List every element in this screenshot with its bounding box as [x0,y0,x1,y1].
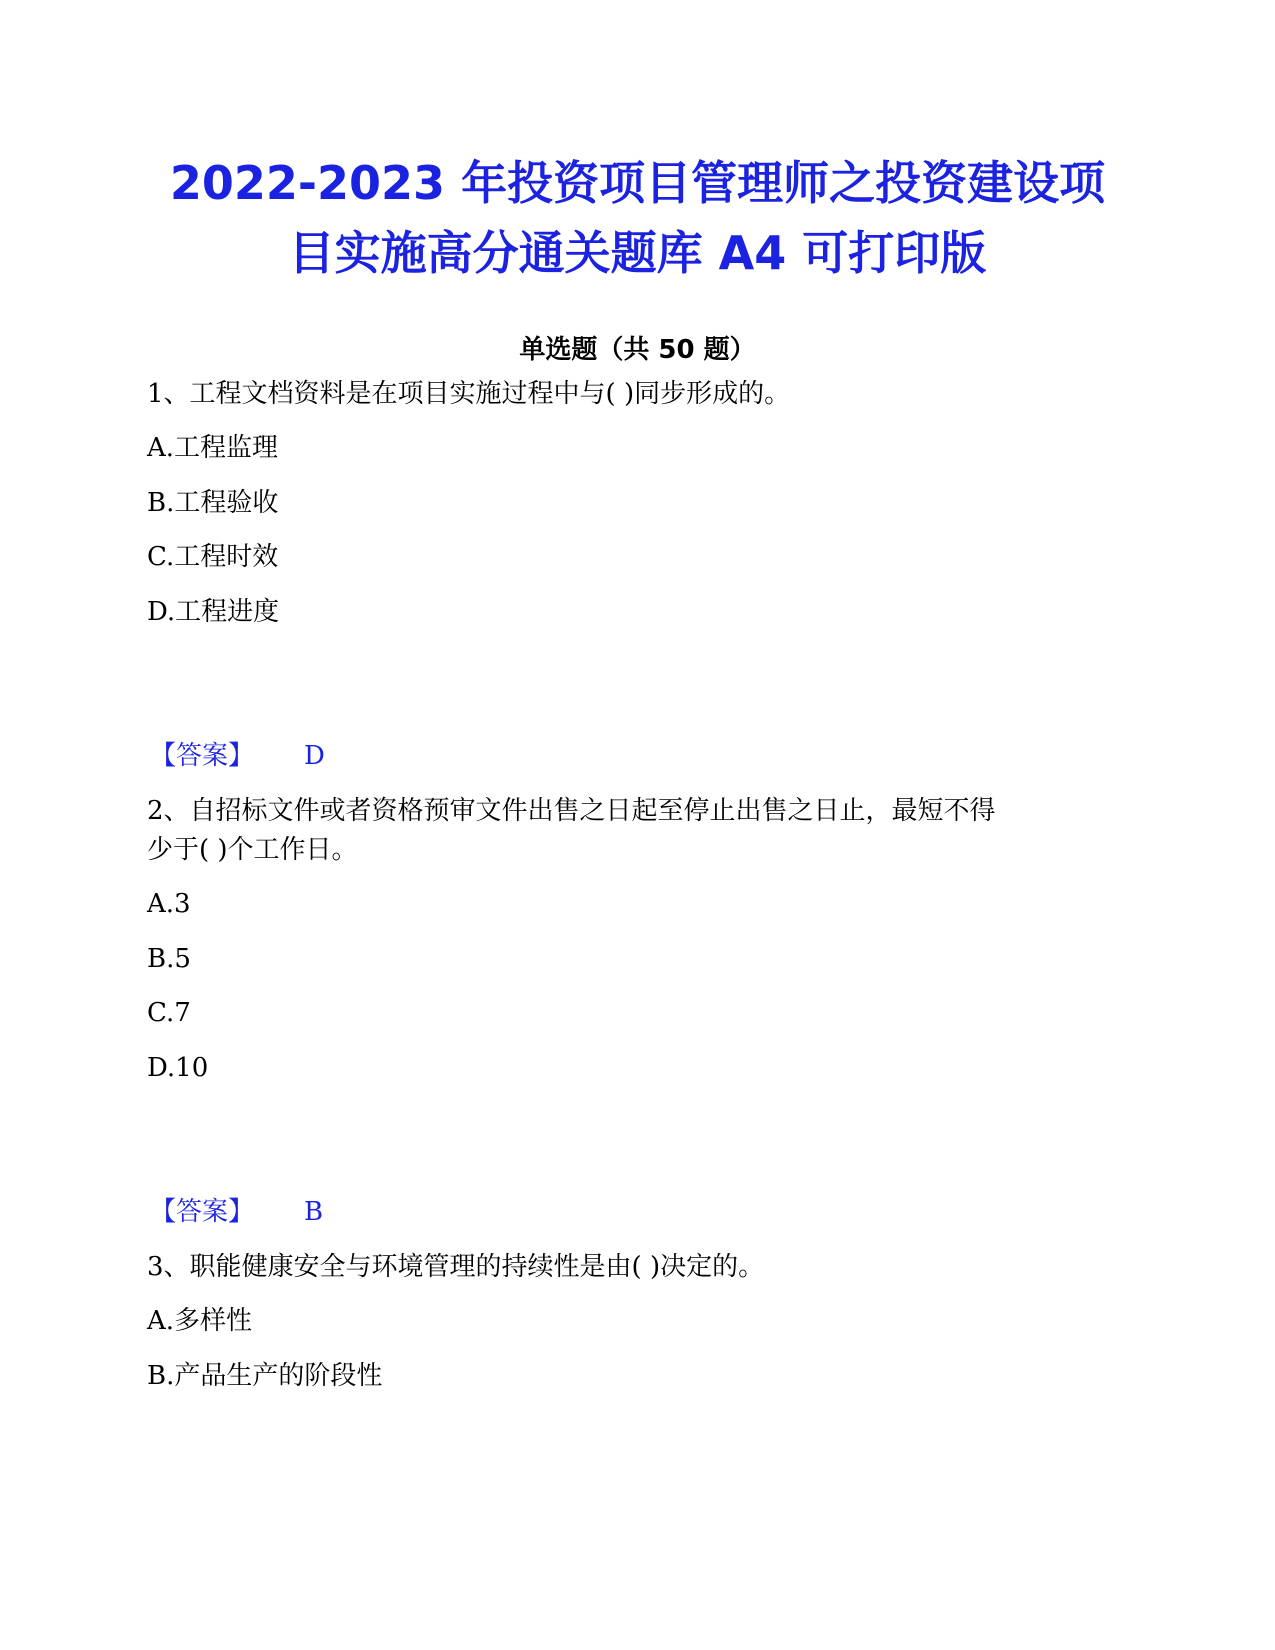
answer-label: 答案 [176,741,229,771]
question-1-stem: 1、工程文档资料是在项目实施过程中与( )同步形成的。 [147,379,791,409]
question-3-option-b: B.产品生产的阶段性 [147,1361,383,1391]
document-title [100,148,1175,288]
question-2-option-d: D.10 [147,1053,209,1083]
question-3-stem: 3、职能健康安全与环境管理的持续性是由( )决定的。 [147,1252,765,1282]
question-1-option-a: A.工程监理 [147,433,279,463]
question-1-option-d: D.工程进度 [147,597,280,627]
question-1-option-c: C.工程时效 [147,542,279,572]
answer-bracket-open: 【 [150,1197,177,1227]
answer-bracket-close: 】 [228,741,255,771]
section-header: 单选题（共 50 题） [519,335,756,365]
answer-value: B [304,1197,324,1227]
question-2-stem-line-2: 少于( )个工作日。 [147,835,358,865]
answer-bracket-open: 【 [150,741,177,771]
question-2-option-c: C.7 [147,998,191,1028]
question-2-option-b: B.5 [147,944,191,974]
answer-label: 答案 [176,1197,229,1227]
answer-value: D [304,741,325,771]
question-2-answer [150,1194,323,1230]
title-line-1: 2022-2023 年投资项目管理师之投资建设项 [169,156,1106,210]
question-1-answer [150,738,325,774]
question-2-stem-line-1: 2、自招标文件或者资格预审文件出售之日起至停止出售之日止，最短不得 [147,796,996,826]
question-2-option-a: A.3 [147,889,191,919]
question-1-option-b: B.工程验收 [147,488,279,518]
answer-bracket-close: 】 [228,1197,255,1227]
question-3-option-a: A.多样性 [147,1306,253,1336]
title-line-2: 目实施高分通关题库 A4 可打印版 [288,226,987,280]
